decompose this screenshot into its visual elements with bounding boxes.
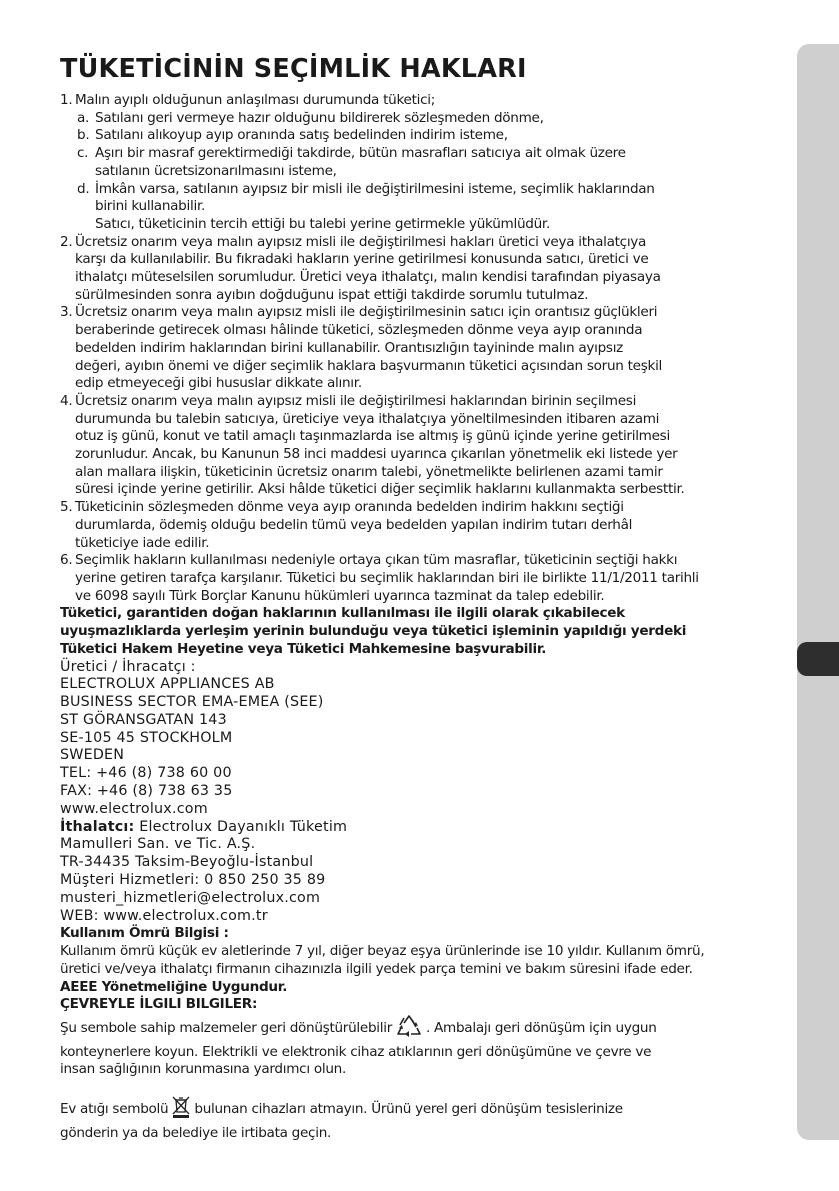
- sub-letter: d.: [77, 180, 90, 197]
- website-line: WEB: www.electrolux.com.tr: [60, 907, 268, 924]
- item-line: Tüketicinin sözleşmeden dönme veya ayıp oranında bedelden indirim hakkını seçtiği: [75, 499, 624, 516]
- notice-line: uyuşmazlıklarda yerleşim yerinin bulunduğu veya tüketici işleminin yapıldığı yerdeki: [60, 623, 687, 640]
- item-line: karşı da kullanılabilir. Bu fıkradaki hakların yerine getirilmesi konusunda satıcı, üretici ve: [75, 251, 649, 268]
- item-number: 5.: [60, 499, 73, 516]
- aeee-line: AEEE Yönetmeliğine Uygundur.: [60, 978, 288, 995]
- item-number: 1.: [60, 92, 73, 108]
- notice-line: Tüketici Hakem Heyetine veya Tüketici Mahkemesine başvurabilir.: [60, 640, 547, 657]
- notice-line: Tüketici, garantiden doğan haklarının kullanılması ile ilgili olarak çıkabilecek: [60, 605, 625, 622]
- item-line: Ücretsiz onarım veya malın ayıpsız misli ile değiştirilmesi haklarından birinin seçilmesi: [75, 392, 637, 409]
- importer-label: İthalatcı:: [60, 818, 135, 835]
- environment-block: [60, 996, 772, 1142]
- side-tab-marker: [797, 642, 839, 676]
- list-item: [60, 92, 772, 234]
- sub-line: birini kullanabilir.: [95, 198, 206, 215]
- sub-item: [77, 127, 772, 145]
- sub-item: [77, 145, 772, 180]
- sub-letter: a.: [77, 109, 90, 126]
- lifetime-block: [60, 925, 772, 996]
- rights-list: [60, 92, 772, 605]
- address-line: BUSINESS SECTOR EMA-EMEA (SEE): [60, 694, 324, 711]
- item-line: edip etmeyeceği gibi hususlar dikkate alınır.: [75, 375, 362, 392]
- item-line: sürülmesinden sonra ayıbın doğduğunu ispat ettiği takdirde sorumlu tutulmaz.: [75, 286, 589, 303]
- list-item: [60, 234, 772, 305]
- item-line: durumlarda, ödemiş olduğu bedelin tümü veya bedelden yapılan indirim tutarı derhâl: [75, 516, 633, 533]
- phone-line: TEL: +46 (8) 738 60 00: [60, 765, 232, 782]
- item-line: otuz iş günü, konut ve tatil amaçlı taşınmazlarda ise altmış iş günü içinde yerine getirilmesi: [75, 428, 670, 445]
- importer-first-line: [60, 819, 772, 837]
- address-line: ELECTROLUX APPLIANCES AB: [60, 676, 275, 693]
- item-line: tüketiciye iade edilir.: [75, 534, 210, 551]
- email-line: musteri_hizmetleri@electrolux.com: [60, 889, 321, 906]
- sub-letter: c.: [77, 145, 89, 162]
- item-line: beraberinde getirecek olması hâlinde tüketici, sözleşmeden dönme veya ayıp oranında: [75, 322, 643, 339]
- notice: [60, 605, 772, 658]
- item-line: yerine getiren tarafça karşılanır. Tüketici bu seçimlik haklarından biri ile birlikte 11/1/2011 tarihli: [75, 569, 699, 586]
- address-line: SE-105 45 STOCKHOLM: [60, 729, 233, 746]
- phone-line: Müşteri Hizmetleri: 0 850 250 35 89: [60, 872, 326, 889]
- environment-text: . Ambalajı geri dönüşüm için uygun: [426, 1019, 657, 1036]
- address-line: SWEDEN: [60, 747, 125, 764]
- item-number: 2.: [60, 233, 73, 250]
- sub-item: [77, 181, 772, 216]
- lifetime-line: üretici ve/veya ithalatçı firmanın cihazınızla ilgili yedek parça temini ve bakım süresini ifade eder.: [60, 960, 693, 977]
- item-line: ve 6098 sayılı Türk Borçlar Kanunu hükümleri uyarınca tazminat da talep edebilir.: [75, 587, 605, 604]
- item-line: Seçimlik hakların kullanılması nedeniyle ortaya çıkan tüm masraflar, tüketicinin seçtiği hakkı: [75, 552, 678, 569]
- manufacturer-block: [60, 659, 772, 819]
- sub-list: [75, 110, 772, 216]
- sub-item: [77, 110, 772, 128]
- environment-line: konteynerlere koyun. Elektrikli ve elektronik cihaz atıklarının geri dönüşümüne ve çevre ve: [60, 1043, 652, 1060]
- sub-line: satılanın ücretsizonarılmasını isteme,: [95, 162, 337, 179]
- environment-line: insan sağlığının korunmasına yardımcı olun.: [60, 1061, 346, 1078]
- list-item: [60, 304, 772, 393]
- waste-line: gönderin ya da belediye ile irtibata geçin.: [60, 1124, 332, 1141]
- item-line: bedelden indirim haklarından birini kullanabilir. Orantısızlığın tayininde malın ayıpsız: [75, 339, 624, 356]
- item-line: durumunda bu talebin satıcıya, üreticiye veya ithalatçıya yöneltilmesinden itibaren azami: [75, 410, 660, 427]
- page-content: [60, 54, 772, 1142]
- website-line: www.electrolux.com: [60, 800, 208, 817]
- lifetime-line: Kullanım ömrü küçük ev aletlerinde 7 yıl, diğer beyaz eşya ürünlerinde ise 10 yıldır. Kullanım ömrü,: [60, 943, 705, 960]
- waste-line: [60, 1095, 772, 1125]
- environment-heading: ÇEVREYLE İLGILI BILGILER:: [60, 996, 258, 1013]
- item-number: 6.: [60, 552, 73, 569]
- address-line: Mamulleri San. ve Tic. A.Ş.: [60, 836, 256, 853]
- item-line: ithalatçı müteselsilen sorumludur. Üretici veya ithalatçı, malın kendisi tarafından piyasaya: [75, 269, 661, 286]
- importer-block: [60, 819, 772, 926]
- item-line: Ücretsiz onarım veya malın ayıpsız misli ile değiştirilmesinin satıcı için orantısız güçlükleri: [75, 304, 658, 321]
- importer-name: Electrolux Dayanıklı Tüketim: [139, 818, 348, 835]
- sub-line: Aşırı bir masraf gerektirmediği takdirde, bütün masrafları satıcıya ait olmak üzere: [95, 145, 626, 162]
- list-item: [60, 552, 772, 605]
- item-line: süresi içinde yerine getirilir. Aksi hâlde tüketici diğer seçimlik haklarını kullanmakta serbesttir.: [75, 481, 685, 498]
- item-note: Satıcı, tüketicinin tercih ettiği bu talebi yerine getirmekle yükümlüdür.: [95, 215, 550, 232]
- item-line: Ücretsiz onarım veya malın ayıpsız misli ile değiştirilmesi hakları üretici veya ithalatçıya: [75, 233, 647, 250]
- waste-text: Ev atığı sembolü: [60, 1101, 169, 1118]
- waste-text: bulunan cihazları atmayın. Ürünü yerel geri dönüşüm tesislerinize: [194, 1101, 623, 1118]
- sub-line: Satılanı geri vermeye hazır olduğunu bildirerek sözleşmeden dönme,: [95, 109, 544, 126]
- sub-line: Satılanı alıkoyup ayıp oranında satış bedelinden indirim isteme,: [95, 127, 508, 144]
- item-line: Malın ayıplı olduğunun anlaşılması durumunda tüketici;: [75, 92, 436, 108]
- manufacturer-label: Üretici / İhracatçı :: [60, 658, 196, 675]
- sub-line: İmkân varsa, satılanın ayıpsız bir misli ile değiştirilmesini isteme, seçimlik haklarından: [95, 180, 655, 197]
- item-line: değeri, ayıbın önemi ve diğer seçimlik haklara başvurmanın tüketici açısından sorun teşkil: [75, 357, 663, 374]
- recycle-icon: [395, 1014, 423, 1044]
- environment-text: Şu sembole sahip malzemeler geri dönüştürülebilir: [60, 1019, 392, 1036]
- list-item: [60, 393, 772, 499]
- address-line: TR-34435 Taksim-Beyoğlu-İstanbul: [60, 854, 314, 871]
- environment-line: [60, 1014, 772, 1044]
- item-number: 3.: [60, 304, 73, 321]
- item-number: 4.: [60, 392, 73, 409]
- lifetime-heading: Kullanım Ömrü Bilgisi :: [60, 925, 229, 942]
- item-line: alan mallara ilişkin, tüketicinin ücretsiz onarım talebi, yönetmelikte belirlenen azami tamir: [75, 463, 663, 480]
- page-title: TÜKETİCİNİN SEÇİMLİK HAKLARI: [60, 54, 527, 84]
- sub-letter: b.: [77, 127, 90, 144]
- crossed-bin-icon: [171, 1095, 191, 1125]
- item-line: zorunludur. Ancak, bu Kanunun 58 inci maddesi uyarınca çıkarılan yönetmelik eki listede yer: [75, 446, 678, 463]
- fax-line: FAX: +46 (8) 738 63 35: [60, 783, 233, 800]
- side-tab: [797, 44, 839, 1140]
- address-line: ST GÖRANSGATAN 143: [60, 711, 227, 728]
- list-item: [60, 499, 772, 552]
